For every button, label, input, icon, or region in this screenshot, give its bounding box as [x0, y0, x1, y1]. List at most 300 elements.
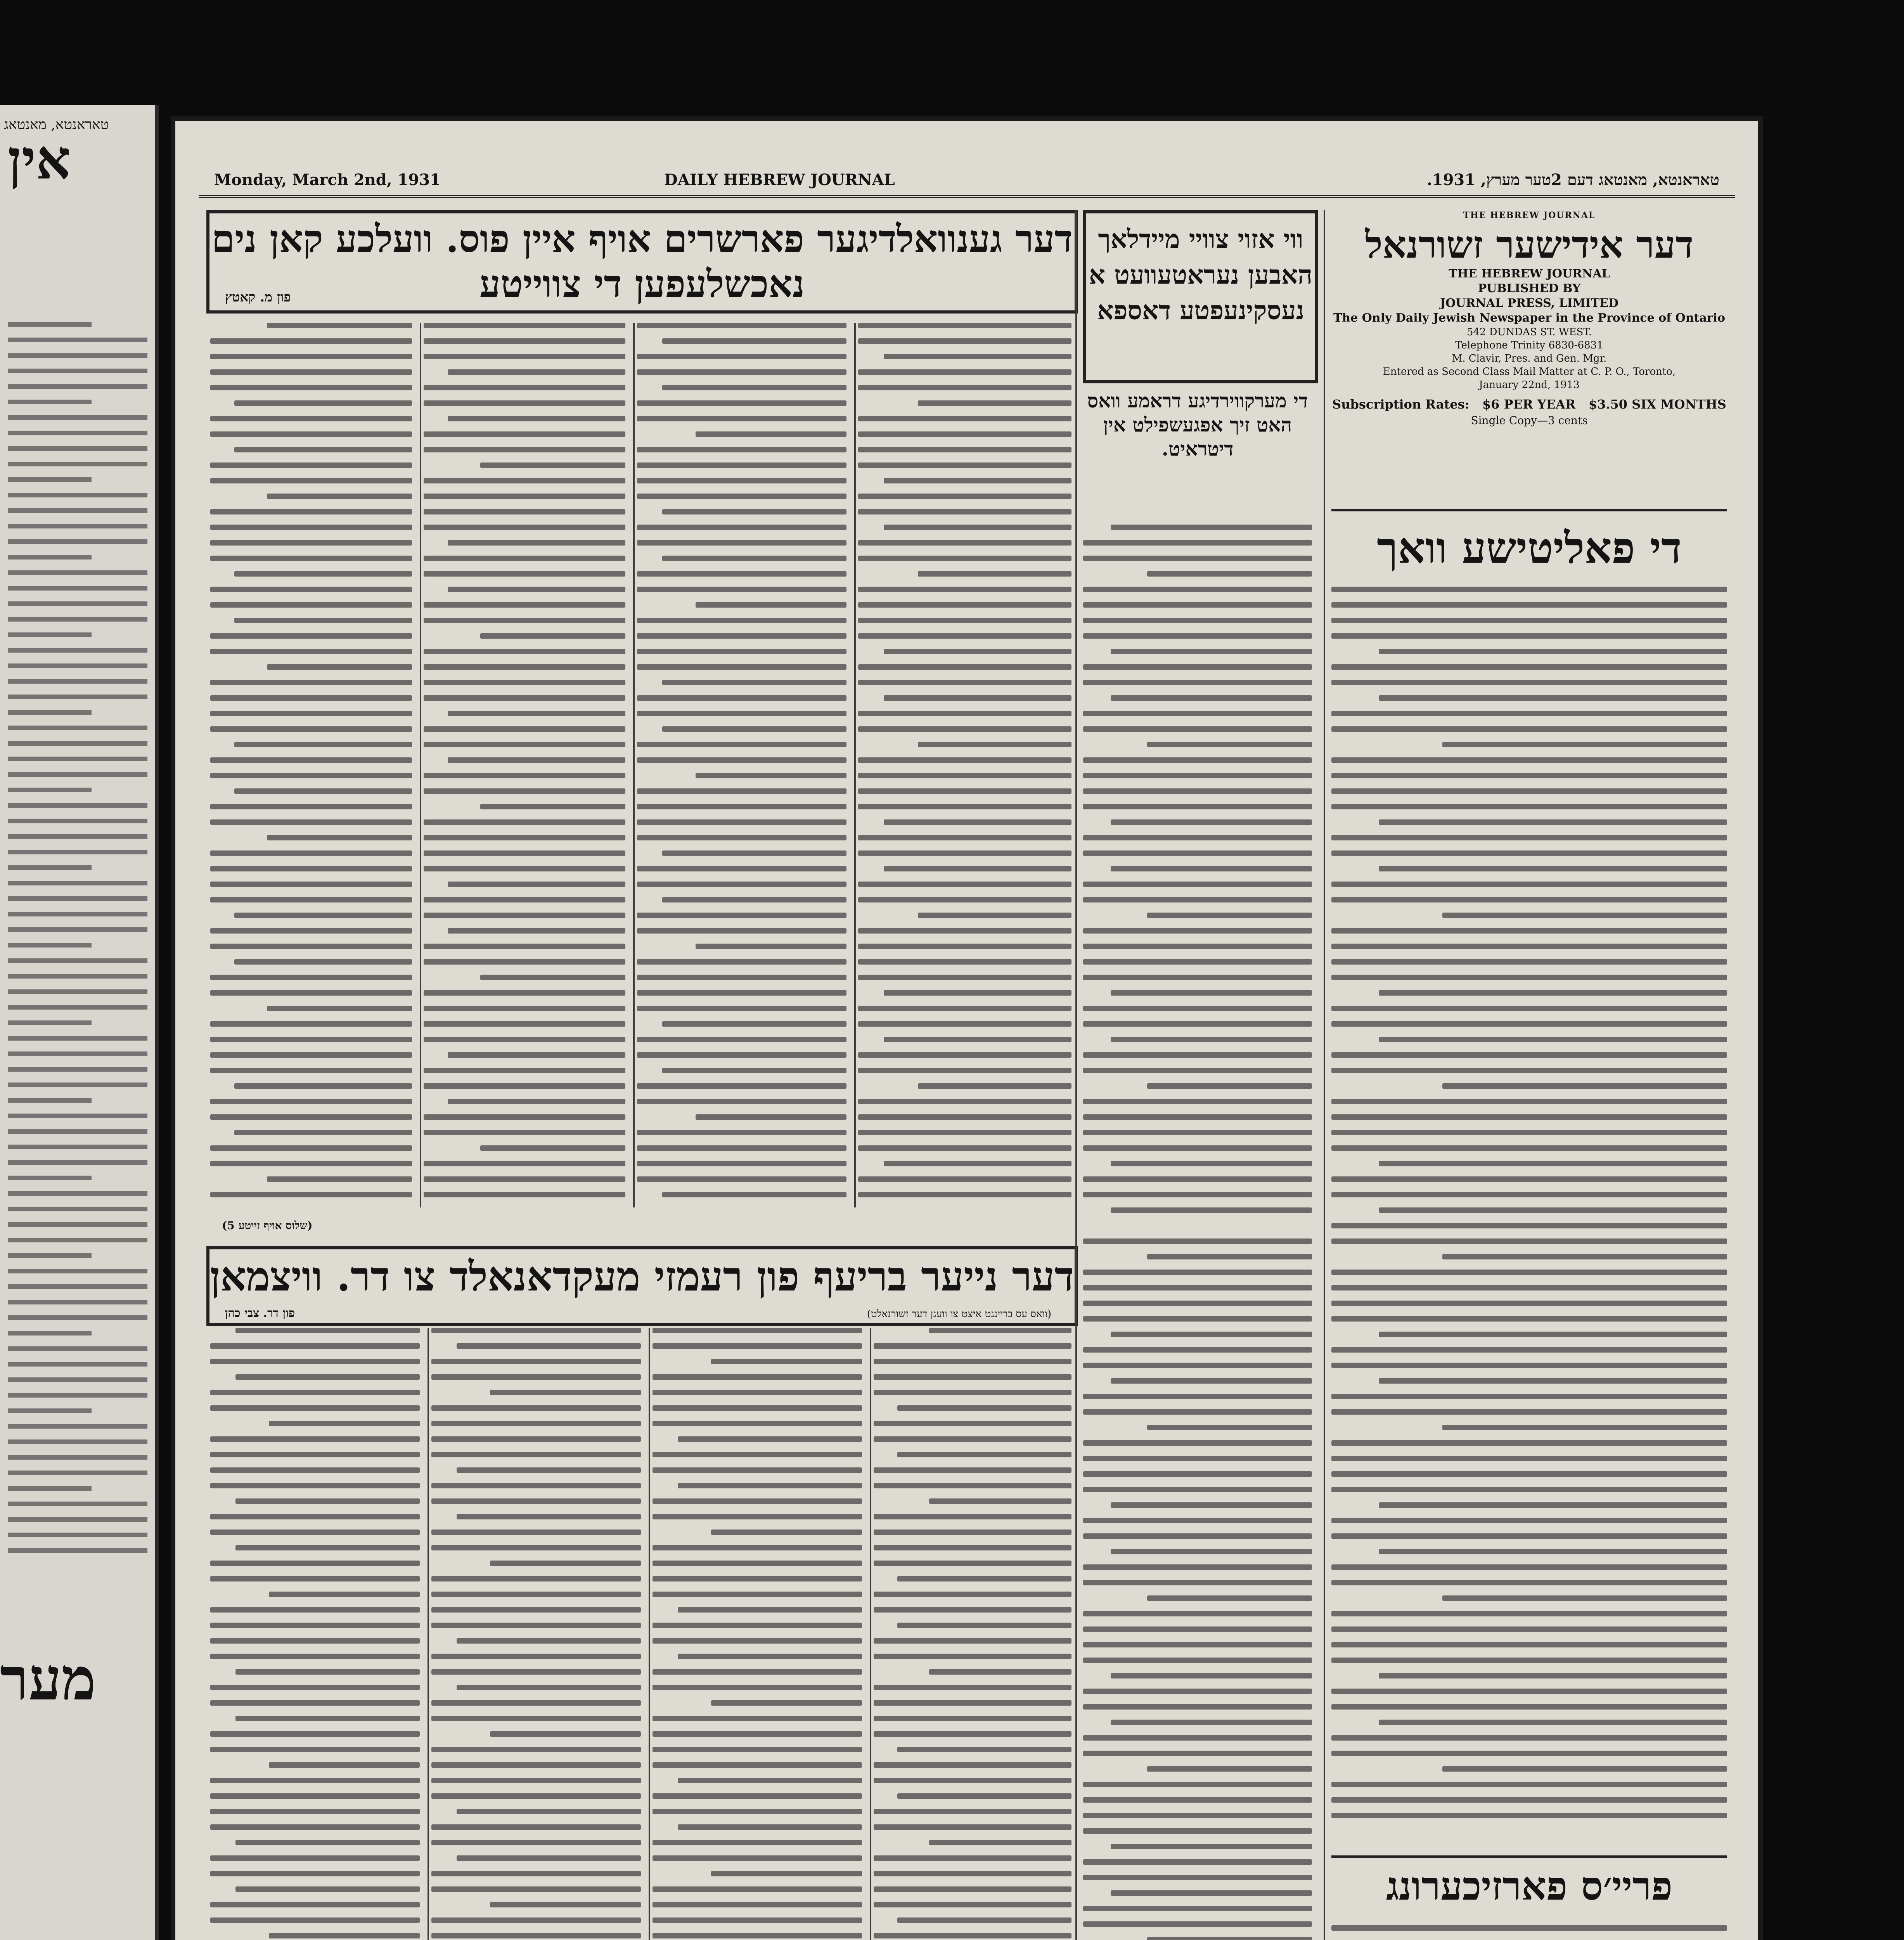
text-line [637, 416, 846, 421]
text-line [637, 525, 846, 530]
text-line [653, 1576, 862, 1581]
text-line [210, 1561, 420, 1566]
text-line [267, 1006, 412, 1011]
text-line [424, 944, 625, 949]
column-rule [1324, 210, 1325, 1940]
text-line [874, 1421, 1071, 1426]
text-line [858, 680, 1071, 685]
text-line [431, 1716, 641, 1721]
text-line [858, 323, 1071, 328]
text-line [1083, 1176, 1312, 1182]
text-line [1111, 1378, 1312, 1384]
text-line [210, 975, 412, 980]
text-line [8, 1067, 147, 1072]
text-line [8, 1160, 147, 1165]
text-line [235, 1498, 420, 1504]
text-line [8, 850, 147, 854]
text-line [1111, 1161, 1312, 1166]
text-line [918, 1083, 1071, 1089]
text-line [858, 757, 1071, 763]
text-line [1083, 944, 1312, 949]
text-line [210, 1405, 420, 1411]
text-line [637, 400, 846, 406]
text-line [431, 1576, 641, 1581]
text-line [653, 1405, 862, 1411]
text-line [637, 494, 846, 499]
text-line [490, 1390, 641, 1395]
text-line [858, 1130, 1071, 1135]
text-line [234, 571, 412, 577]
text-line [1083, 633, 1312, 639]
text-line [424, 1006, 625, 1011]
text-line [8, 1129, 147, 1134]
text-line [8, 570, 147, 575]
text-line [662, 385, 846, 390]
newspaper-page [171, 116, 1763, 1940]
text-line [235, 1886, 420, 1892]
text-line [490, 1731, 641, 1737]
text-line [1111, 1037, 1312, 1042]
text-line [1083, 1238, 1312, 1244]
text-line [1083, 1301, 1312, 1306]
text-line [1331, 1394, 1727, 1399]
text-line [929, 1669, 1071, 1675]
text-line [1331, 804, 1727, 809]
text-line [8, 632, 92, 637]
text-line [653, 1747, 862, 1752]
text-line [1331, 835, 1727, 840]
text-line [874, 1374, 1071, 1380]
text-line [424, 509, 625, 514]
text-line [637, 882, 846, 887]
text-line [1147, 1254, 1312, 1259]
text-line [1083, 1099, 1312, 1104]
text-line [235, 1840, 420, 1845]
text-line [1083, 897, 1312, 902]
text-line [678, 1824, 862, 1830]
text-line [1147, 1766, 1312, 1772]
text-line [637, 447, 846, 452]
text-line [874, 1545, 1071, 1550]
text-line [696, 431, 846, 437]
text-line [448, 757, 625, 763]
text-line [424, 788, 625, 794]
text-line [210, 1685, 420, 1690]
text-line [858, 431, 1071, 437]
middle-headline-byline: פון דר. צבי כהן [225, 1306, 295, 1320]
text-line [210, 1654, 420, 1659]
text-line [210, 587, 412, 592]
text-line [8, 1377, 147, 1382]
text-line [1331, 664, 1727, 670]
masthead-entered: Entered as Second Class Mail Matter at C. P. O., Toronto, [1383, 366, 1676, 378]
text-line [448, 587, 625, 592]
text-line [431, 1421, 641, 1426]
text-line [431, 1452, 641, 1457]
text-line [1331, 1626, 1727, 1632]
text-line [210, 1068, 412, 1073]
text-line [424, 338, 625, 344]
text-line [1147, 1937, 1312, 1940]
text-line [8, 539, 147, 544]
text-line [8, 384, 147, 389]
text-line [424, 525, 625, 530]
text-line [269, 1592, 420, 1597]
text-line [8, 493, 147, 497]
text-line [210, 1114, 412, 1120]
text-line [431, 1436, 641, 1442]
text-line [8, 1005, 147, 1010]
text-line [8, 338, 147, 342]
text-line [653, 1421, 862, 1426]
text-line [210, 882, 412, 887]
text-line [210, 695, 412, 701]
text-line [480, 1145, 625, 1151]
text-line [653, 1762, 862, 1768]
text-line [210, 1623, 420, 1628]
side-headline: ווי אזוי צוויי מיידלאך האבען נעראטעוועט א נעסקינעפטע דאספא [1089, 224, 1313, 326]
text-line [8, 803, 147, 808]
text-line [637, 804, 846, 809]
text-line [424, 819, 625, 825]
text-line [884, 1037, 1071, 1042]
masthead-staff: M. Clavir, Pres. and Gen. Mgr. [1452, 353, 1607, 364]
text-line [696, 602, 846, 608]
masthead-tagline: The Only Daily Jewish Newspaper in the Province of Ontario [1333, 311, 1726, 325]
text-line [1331, 1751, 1727, 1756]
text-line [8, 1315, 147, 1320]
text-line [424, 494, 625, 499]
text-line [858, 711, 1071, 716]
text-line [653, 1638, 862, 1644]
text-line [210, 866, 412, 871]
text-line [858, 462, 1071, 468]
text-line [1083, 1626, 1312, 1632]
price-section-rule [1331, 1855, 1727, 1858]
text-line [1083, 680, 1312, 685]
text-line [210, 354, 412, 359]
text-line [637, 928, 846, 934]
text-line [1379, 1549, 1727, 1554]
text-line [424, 742, 625, 747]
text-line [1331, 1052, 1727, 1058]
text-line [1083, 959, 1312, 965]
text-line [637, 587, 846, 592]
text-line [1331, 680, 1727, 685]
text-line [8, 586, 147, 591]
text-line [1331, 1471, 1727, 1477]
text-line [678, 1607, 862, 1613]
text-line [1083, 1192, 1312, 1197]
text-line [696, 1114, 846, 1120]
text-line [1442, 1595, 1727, 1601]
masthead-small-caps: THE HEBREW JOURNAL [1463, 210, 1596, 220]
text-column [637, 323, 846, 1207]
text-line [8, 726, 147, 730]
text-line [858, 944, 1071, 949]
text-line [1331, 587, 1727, 592]
text-line [1083, 1782, 1312, 1787]
text-line [8, 446, 147, 451]
text-line [235, 1374, 420, 1380]
text-line [424, 850, 625, 856]
text-line [653, 1793, 862, 1799]
text-line [653, 1623, 862, 1628]
text-line [8, 757, 147, 761]
text-line [1083, 1347, 1312, 1353]
text-line [637, 695, 846, 701]
text-line [1331, 1006, 1727, 1011]
text-line [637, 664, 846, 670]
text-line [1331, 1925, 1727, 1931]
text-line [1331, 1347, 1727, 1353]
text-column [874, 1328, 1071, 1940]
text-line [1083, 1797, 1312, 1803]
text-line [210, 1192, 412, 1197]
text-line [653, 1561, 862, 1566]
text-line [1083, 1813, 1312, 1818]
text-line [457, 1809, 641, 1814]
text-line [8, 524, 147, 528]
text-line [637, 618, 846, 623]
text-line [210, 944, 412, 949]
text-line [874, 1607, 1071, 1613]
text-line [210, 1917, 420, 1923]
text-line [448, 1052, 625, 1058]
text-line [1083, 1906, 1312, 1911]
text-line [234, 913, 412, 918]
text-line [1331, 1611, 1727, 1616]
text-line [1379, 649, 1727, 654]
text-line [1083, 1052, 1312, 1058]
text-line [637, 1037, 846, 1042]
text-line [8, 663, 147, 668]
text-line [431, 1762, 641, 1768]
text-line [234, 1083, 412, 1089]
text-line [696, 944, 846, 949]
text-line [267, 664, 412, 670]
text-line [653, 1716, 862, 1721]
text-line [884, 354, 1071, 359]
text-line [653, 1917, 862, 1923]
text-line [874, 1902, 1071, 1907]
text-line [653, 1685, 862, 1690]
text-line [480, 975, 625, 980]
text-line [1442, 1425, 1727, 1430]
text-line [1442, 1254, 1727, 1259]
text-line [637, 1083, 846, 1089]
text-line [637, 1099, 846, 1104]
text-line [1147, 1595, 1312, 1601]
text-line [8, 1455, 147, 1460]
text-line [637, 1130, 846, 1135]
text-line [918, 400, 1071, 406]
text-line [457, 1343, 641, 1349]
text-line [884, 819, 1071, 825]
text-line [424, 959, 625, 965]
text-line [1379, 1037, 1727, 1042]
text-line [653, 1933, 862, 1938]
text-line [897, 1623, 1071, 1628]
text-line [1083, 882, 1312, 887]
text-line [874, 1343, 1071, 1349]
text-line [210, 462, 412, 468]
column-rule [633, 323, 635, 1207]
text-line [1331, 1440, 1727, 1446]
text-line [8, 1502, 147, 1506]
text-line [653, 1902, 862, 1907]
text-line [662, 509, 846, 514]
text-line [1331, 1797, 1727, 1803]
text-line [858, 1006, 1071, 1011]
text-line [8, 974, 147, 979]
text-line [210, 1902, 420, 1907]
text-line [8, 477, 92, 482]
text-line [424, 866, 625, 871]
text-line [637, 990, 846, 996]
text-line [424, 1083, 625, 1089]
text-line [8, 834, 147, 839]
text-line [897, 1793, 1071, 1799]
text-line [210, 1824, 420, 1830]
continued-note-top: (שלוס אויף זייטע 5) [222, 1219, 313, 1232]
text-line [858, 447, 1071, 452]
masthead [1324, 210, 1735, 459]
text-line [711, 1871, 862, 1876]
text-line [874, 1716, 1071, 1721]
text-line [235, 1669, 420, 1675]
column-rule [870, 1328, 871, 1940]
text-line [431, 1405, 641, 1411]
text-line [8, 943, 92, 947]
top-headline-box [206, 210, 1078, 314]
text-line [424, 1021, 625, 1027]
text-line [1331, 1533, 1727, 1539]
text-line [653, 1374, 862, 1380]
text-line [1331, 711, 1727, 716]
text-line [448, 1099, 625, 1104]
text-line [1111, 649, 1312, 654]
text-line [884, 525, 1071, 530]
text-line [858, 959, 1071, 965]
text-line [210, 1809, 420, 1814]
text-line [1147, 913, 1312, 918]
text-line [480, 633, 625, 639]
text-line [874, 1700, 1071, 1706]
text-line [448, 540, 625, 546]
text-line [874, 1654, 1071, 1659]
text-line [662, 1021, 846, 1027]
text-line [424, 1176, 625, 1182]
text-line [269, 1421, 420, 1426]
text-line [448, 711, 625, 716]
text-line [858, 494, 1071, 499]
text-line [424, 478, 625, 483]
text-line [637, 866, 846, 871]
text-column [858, 323, 1071, 1207]
text-line [1111, 990, 1312, 996]
text-line [8, 601, 147, 606]
adjacent-page-text-block [8, 322, 147, 1602]
text-line [874, 1855, 1071, 1861]
text-line [424, 1130, 625, 1135]
text-line [431, 1933, 641, 1938]
text-column [1331, 587, 1727, 1840]
text-line [210, 1871, 420, 1876]
text-line [424, 835, 625, 840]
text-line [1083, 1487, 1312, 1492]
text-line [210, 602, 412, 608]
text-line [1331, 1518, 1727, 1523]
text-line [1083, 711, 1312, 716]
middle-headline-box [206, 1246, 1078, 1326]
text-line [424, 695, 625, 701]
text-line [431, 1654, 641, 1659]
text-line [424, 431, 625, 437]
text-line [874, 1561, 1071, 1566]
masthead-published-by: PUBLISHED BY [1478, 282, 1581, 295]
column-rule [854, 323, 856, 1207]
text-line [1331, 1782, 1727, 1787]
text-line [1083, 773, 1312, 778]
text-line [711, 1529, 862, 1535]
text-line [1083, 1564, 1312, 1570]
text-line [8, 1051, 147, 1056]
text-line [1379, 819, 1727, 825]
text-line [431, 1871, 641, 1876]
text-line [8, 617, 147, 622]
text-line [8, 772, 147, 777]
text-line [858, 633, 1071, 639]
text-line [210, 1731, 420, 1737]
text-line [1083, 1658, 1312, 1663]
text-line [210, 1052, 412, 1058]
text-line [637, 959, 846, 965]
text-line [1331, 897, 1727, 902]
text-line [210, 1145, 412, 1151]
text-line [8, 1424, 147, 1429]
text-line [8, 322, 92, 327]
text-line [874, 1529, 1071, 1535]
text-line [653, 1545, 862, 1550]
side-headline-box [1083, 210, 1318, 383]
text-line [8, 1176, 92, 1180]
text-line [696, 773, 846, 778]
text-line [490, 1902, 641, 1907]
text-line [1379, 1207, 1727, 1213]
text-line [431, 1483, 641, 1488]
text-line [1083, 757, 1312, 763]
text-line [431, 1824, 641, 1830]
adjacent-page-headline: אין [8, 128, 71, 192]
text-line [234, 618, 412, 623]
text-line [210, 1747, 420, 1752]
text-line [662, 850, 846, 856]
text-line [662, 1068, 846, 1073]
text-line [1331, 1580, 1727, 1585]
text-line [1379, 1673, 1727, 1678]
text-line [874, 1514, 1071, 1519]
text-line [874, 1436, 1071, 1442]
text-line [874, 1390, 1071, 1395]
text-line [424, 990, 625, 996]
text-line [874, 1871, 1071, 1876]
text-line [1083, 1518, 1312, 1523]
text-line [234, 788, 412, 794]
text-line [8, 369, 147, 373]
text-line [637, 1006, 846, 1011]
text-line [269, 1762, 420, 1768]
